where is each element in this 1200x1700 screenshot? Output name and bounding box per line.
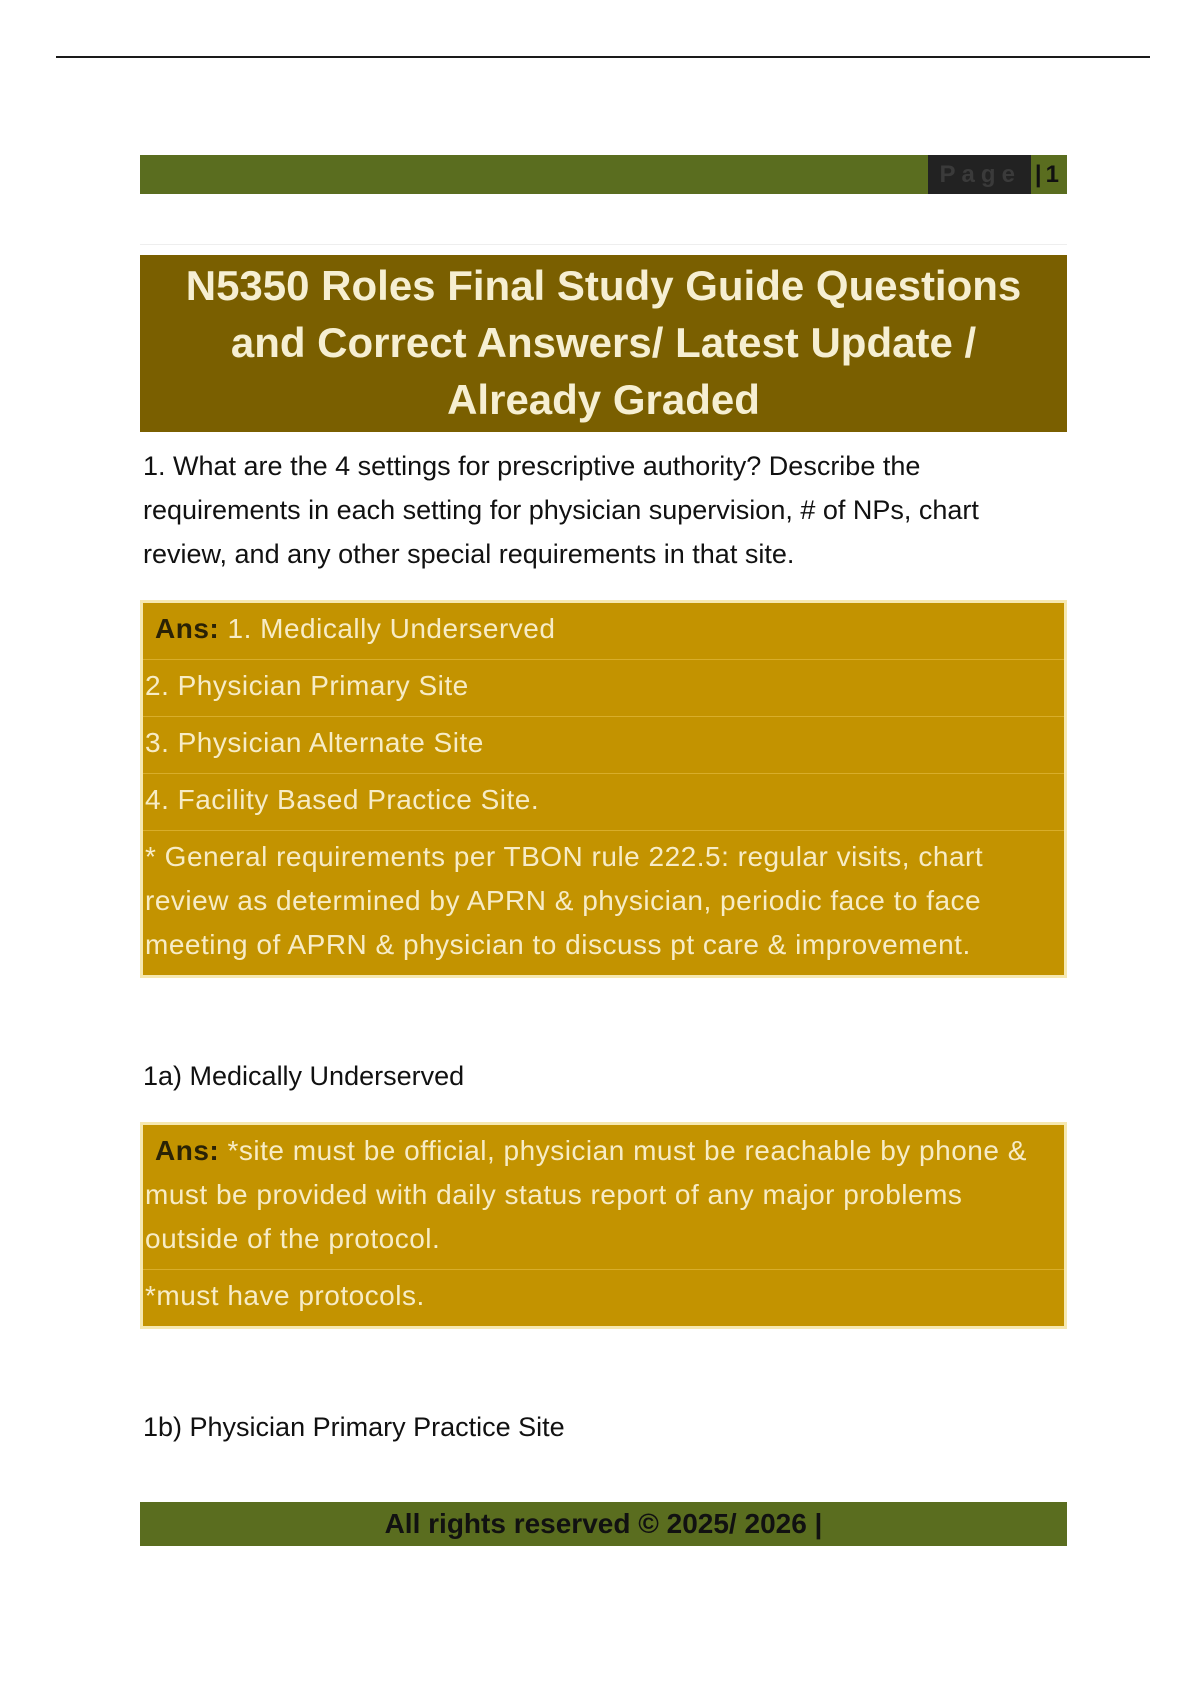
document-title: N5350 Roles Final Study Guide Questions and Correct Answers/ Latest Update / Already Graded — [140, 255, 1067, 432]
answer-row — [143, 603, 1064, 660]
top-rule — [56, 56, 1150, 58]
page-label: Page — [928, 155, 1031, 194]
page-number-block — [928, 155, 1067, 194]
answer-text: *must have protocols. — [145, 1280, 425, 1311]
divider — [140, 244, 1067, 245]
answer-row — [143, 660, 1064, 717]
answer-row — [143, 1125, 1064, 1270]
page-content — [140, 155, 1067, 1447]
footer-bar — [140, 1502, 1067, 1546]
page-separator: | — [1034, 160, 1042, 188]
answer-item: 2. Physician Primary Site — [145, 670, 469, 701]
footer-text: All rights reserved © 2025/ 2026 | — [384, 1508, 823, 1539]
header-bar — [140, 155, 1067, 194]
answer-label: Ans: — [155, 613, 220, 644]
subheading-1b: 1b) Physician Primary Practice Site — [143, 1412, 565, 1442]
answer-row — [143, 831, 1064, 975]
question-1: 1. What are the 4 settings for prescriptive authority? Describe the requirements in each setting for physician supervision, # of NPs, chart review, and any other special requirements in that site. — [143, 451, 979, 569]
answer-row — [143, 717, 1064, 774]
answer-row — [143, 774, 1064, 831]
answer-general: * General requirements per TBON rule 222.5: regular visits, chart review as determined by APRN & physician, periodic face to face meeting of APRN & physician to discuss pt care & improvement. — [145, 841, 984, 960]
answer-item: 3. Physician Alternate Site — [145, 727, 484, 758]
answer-item: 4. Facility Based Practice Site. — [145, 784, 540, 815]
answer-text: *site must be official, physician must be reachable by phone & must be provided with daily status report of any major problems outside of the protocol. — [145, 1135, 1027, 1254]
subheading-1a: 1a) Medically Underserved — [143, 1061, 465, 1091]
answer-1-box — [140, 600, 1067, 978]
page-number: 1 — [1045, 160, 1059, 188]
answer-row — [143, 1270, 1064, 1326]
answer-label: Ans: — [155, 1135, 220, 1166]
answer-item: 1. Medically Underserved — [227, 613, 556, 644]
answer-1a-box — [140, 1122, 1067, 1329]
